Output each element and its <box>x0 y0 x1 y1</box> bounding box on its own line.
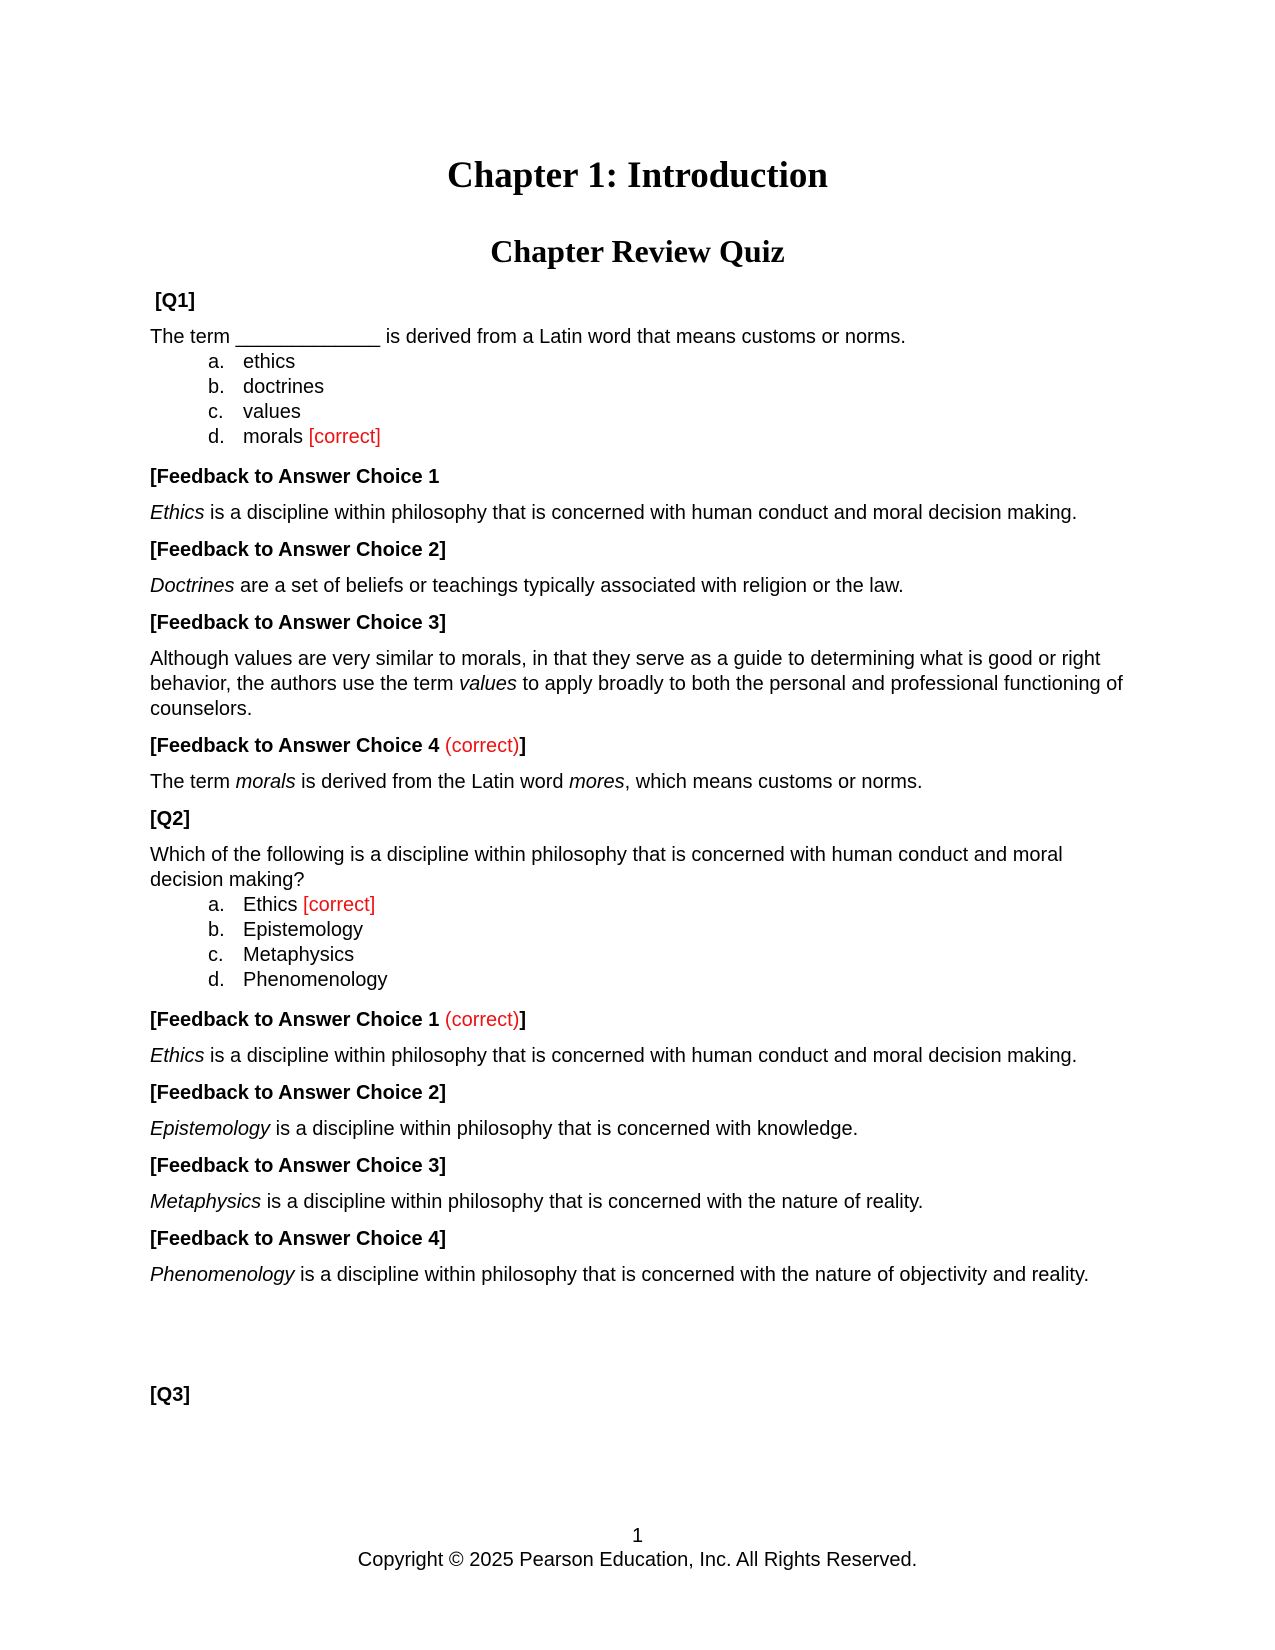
choice-letter: b. <box>208 376 225 398</box>
question-3-label: [Q3] <box>150 1384 190 1406</box>
feedback-term: Phenomenology <box>150 1264 295 1286</box>
feedback-text <box>150 574 1125 599</box>
page-number: 1 <box>631 1525 644 1547</box>
choice-text: doctrines <box>243 376 325 398</box>
feedback-text <box>150 1190 1125 1215</box>
choice-text: values <box>243 401 301 423</box>
choice-text: Epistemology <box>243 919 364 941</box>
choice-letter: d. <box>208 969 225 991</box>
feedback-heading <box>150 1008 1125 1033</box>
correct-tag: (correct) <box>444 1009 520 1031</box>
choice-letter: b. <box>208 919 225 941</box>
correct-tag: [correct] <box>308 426 381 448</box>
feedback-term: Doctrines <box>150 575 235 597</box>
answer-choice <box>150 943 1125 968</box>
feedback-heading-close: ] <box>519 1009 527 1031</box>
feedback-text <box>150 647 1125 722</box>
choice-letter: a. <box>208 894 225 916</box>
feedback-body: is a discipline within philosophy that is concerned with human conduct and moral decision making. <box>204 1045 1078 1067</box>
choice-text: Metaphysics <box>243 944 355 966</box>
feedback-heading: [Feedback to Answer Choice 1 <box>150 466 440 488</box>
feedback-body: , which means customs or norms. <box>624 771 923 793</box>
feedback-body: are a set of beliefs or teachings typically associated with religion or the law. <box>234 575 904 597</box>
feedback-body: The term <box>150 771 236 793</box>
feedback-text <box>150 1263 1125 1288</box>
answer-choice <box>150 425 1125 450</box>
choice-letter: a. <box>208 351 225 373</box>
feedback-heading: [Feedback to Answer Choice 3] <box>150 1155 446 1177</box>
feedback-text <box>150 501 1125 526</box>
feedback-heading-close: ] <box>519 735 527 757</box>
feedback-heading: [Feedback to Answer Choice 2] <box>150 1082 446 1104</box>
feedback-term: morals <box>235 771 296 793</box>
choice-letter: d. <box>208 426 225 448</box>
choice-text: Ethics <box>243 894 298 916</box>
correct-tag: (correct) <box>444 735 520 757</box>
feedback-body: to apply broadly to both the personal and professional functioning of counselors. <box>150 673 1123 720</box>
feedback-term: mores <box>569 771 625 793</box>
chapter-title: Chapter 1: Introduction <box>446 155 828 196</box>
choice-letter: c. <box>208 944 224 966</box>
feedback-term: Epistemology <box>150 1118 271 1140</box>
feedback-heading <box>150 734 1125 759</box>
feedback-term: Metaphysics <box>150 1191 262 1213</box>
feedback-heading: [Feedback to Answer Choice 4] <box>150 1228 446 1250</box>
question-1-choices <box>150 350 1125 450</box>
feedback-text <box>150 1117 1125 1142</box>
answer-choice <box>150 968 1125 993</box>
question-2-stem: Which of the following is a discipline within philosophy that is concerned with human conduct and moral decision making? <box>150 844 1063 891</box>
feedback-body: is a discipline within philosophy that is concerned with knowledge. <box>270 1118 859 1140</box>
choice-text: Phenomenology <box>243 969 388 991</box>
question-2-label: [Q2] <box>150 808 190 830</box>
answer-choice <box>150 400 1125 425</box>
feedback-body: Although values are very similar to morals, in that they serve as a guide to determining what is good or right behavior, the authors use the term <box>150 648 1101 695</box>
feedback-text <box>150 770 1125 795</box>
question-1-label: [Q1] <box>155 290 195 312</box>
feedback-body: is derived from the Latin word <box>295 771 570 793</box>
choice-text: ethics <box>243 351 296 373</box>
feedback-body: is a discipline within philosophy that is concerned with human conduct and moral decision making. <box>204 502 1078 524</box>
feedback-heading-text: [Feedback to Answer Choice 4 <box>150 735 445 757</box>
copyright-notice: Copyright © 2025 Pearson Education, Inc. All Rights Reserved. <box>357 1549 918 1571</box>
feedback-term: values <box>459 673 517 695</box>
feedback-term: Ethics <box>150 502 205 524</box>
feedback-body: is a discipline within philosophy that is concerned with the nature of objectivity and reality. <box>294 1264 1090 1286</box>
answer-choice <box>150 918 1125 943</box>
quiz-title: Chapter Review Quiz <box>490 233 785 269</box>
answer-choice <box>150 350 1125 375</box>
feedback-term: Ethics <box>150 1045 205 1067</box>
question-1-stem: The term _____________ is derived from a Latin word that means customs or norms. <box>150 326 906 348</box>
correct-tag: [correct] <box>303 894 376 916</box>
page-content <box>150 150 1125 1408</box>
answer-choice <box>150 375 1125 400</box>
feedback-text <box>150 1044 1125 1069</box>
answer-choice <box>150 893 1125 918</box>
feedback-heading: [Feedback to Answer Choice 3] <box>150 612 446 634</box>
choice-text: morals <box>243 426 304 448</box>
feedback-body: is a discipline within philosophy that is concerned with the nature of reality. <box>261 1191 924 1213</box>
feedback-heading: [Feedback to Answer Choice 2] <box>150 539 446 561</box>
choice-letter: c. <box>208 401 224 423</box>
question-2-choices <box>150 893 1125 993</box>
feedback-heading-text: [Feedback to Answer Choice 1 <box>150 1009 445 1031</box>
